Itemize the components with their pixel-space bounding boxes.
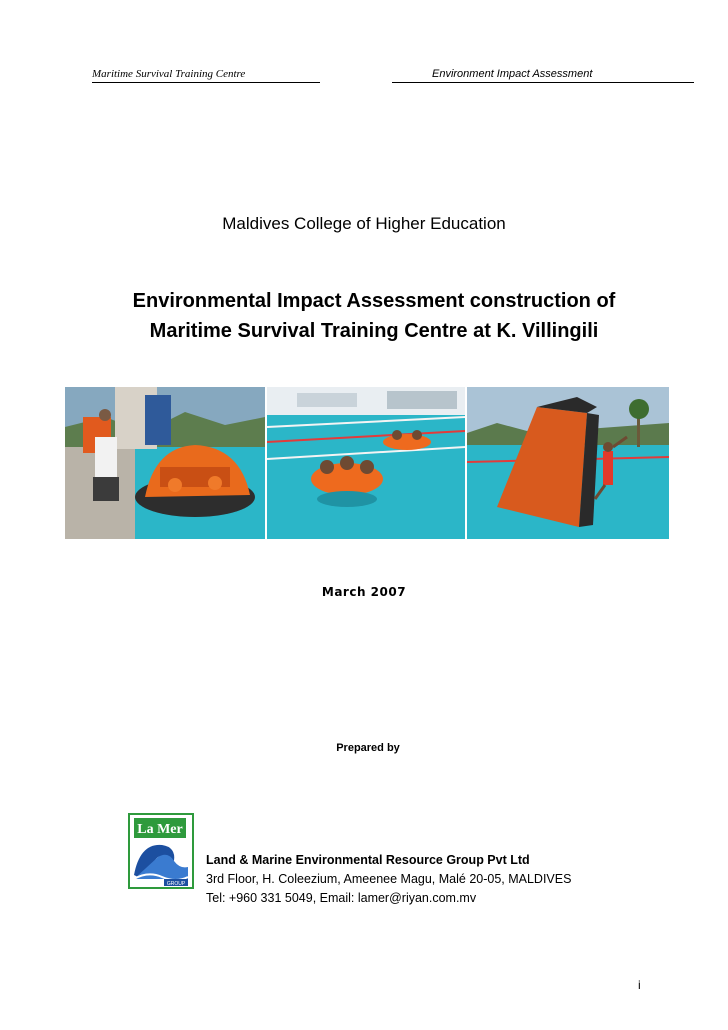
prepared-by-label: Prepared by [336,742,400,754]
header-rule-right [392,82,694,83]
document-title [100,286,648,346]
running-header-left: Maritime Survival Training Centre [92,68,246,80]
organization-address: 3rd Floor, H. Coleezium, Ameenee Magu, Malé 20-05, MALDIVES [206,872,572,886]
liferaft-training-photo [65,387,265,539]
header-rule-left [92,82,320,83]
title-line-1: Environmental Impact Assessment construction of [132,290,616,312]
svg-text:La Mer: La Mer [137,822,183,837]
svg-text:GROUP: GROUP [166,881,186,887]
organization-name: Land & Marine Environmental Resource Group Pvt Ltd [206,853,530,867]
raft-righting-photo [467,387,669,539]
running-header-right: Environment Impact Assessment [432,68,593,80]
photo-strip [65,387,669,539]
page-number: i [638,978,641,992]
organization-contact: Tel: +960 331 5049, Email: lamer@riyan.com.mv [206,891,477,905]
title-line-2: Maritime Survival Training Centre at K. Villingili [149,320,599,342]
organization-block [206,851,571,908]
survivors-in-pool-photo [267,387,465,539]
institution-name: Maldives College of Higher Education [222,214,506,233]
lamer-logo [128,813,194,889]
publication-date: March 2007 [321,585,407,599]
